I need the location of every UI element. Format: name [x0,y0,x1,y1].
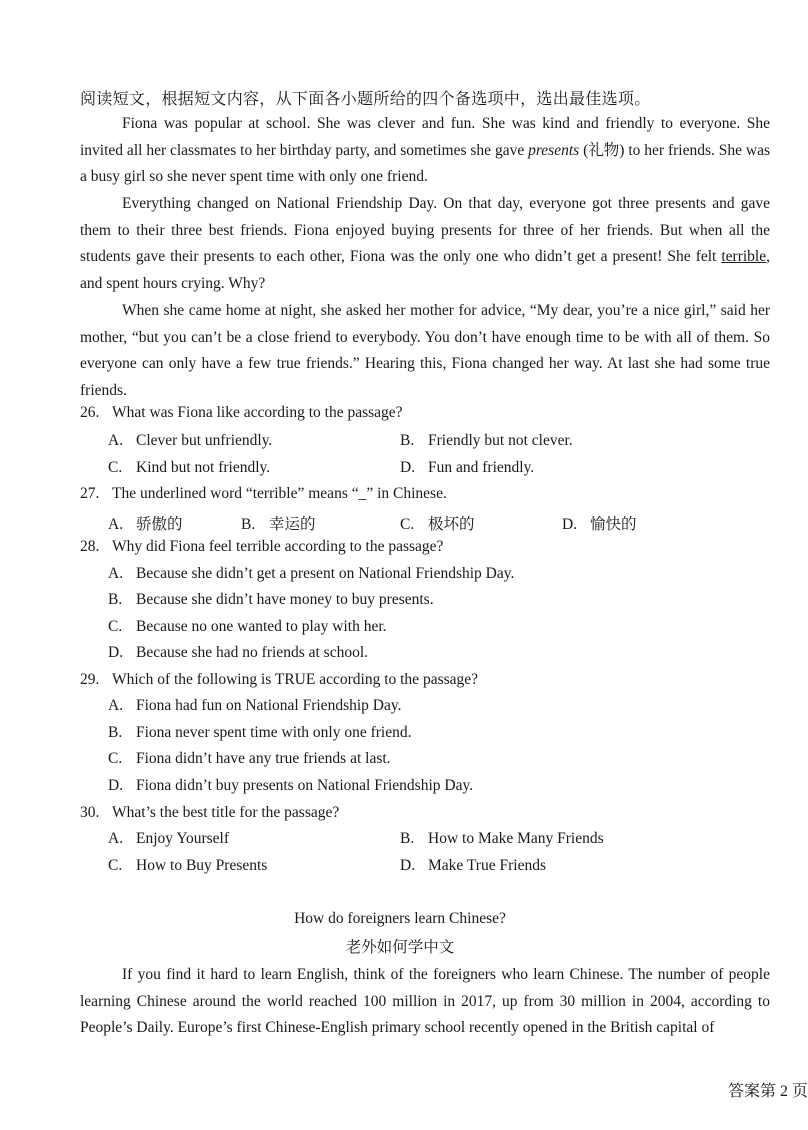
option-text: How to Make Many Friends [428,830,604,847]
option-letter: C. [108,618,123,635]
question-26 [80,404,403,422]
option-29-d[interactable] [108,777,473,795]
option-letter: A. [108,432,124,449]
question-text: Why did Fiona feel terrible according to the passage? [112,538,444,555]
option-text: 幸运的 [269,516,316,533]
passage1-p3-text: When she came home at night, she asked her mother for advice, “My dear, you’re a nice girl,” said her mother, “but you can’t be a close friend to everybody. You don’t have enough time to be with all of them. So everyone can only have a few true friends.” Hearing this, Fiona changed her way. At last she had some true friends. [80,302,770,399]
option-27-b[interactable] [241,512,316,534]
option-text: Friendly but not clever. [428,432,573,449]
option-letter: A. [108,697,124,714]
option-letter: C. [108,750,123,767]
passage2-title-zh: 老外如何学中文 [345,939,455,956]
option-letter: D. [108,777,124,794]
question-number: 28. [80,538,100,555]
passage1-p1-text-a: Fiona was popular at school. She was clever and fun. She was kind and friendly to everyone. She invited all her classmates to her birthday party, and sometimes she gave [80,115,770,159]
option-27-a[interactable] [108,512,183,534]
passage2-paragraph1 [80,962,770,1042]
question-text: The underlined word “terrible” means “_” in Chinese. [112,485,447,502]
option-30-b[interactable] [400,830,604,848]
option-26-a[interactable] [108,432,272,450]
option-text: Fun and friendly. [428,459,535,476]
option-28-a[interactable] [108,565,514,583]
option-letter: D. [400,857,416,874]
underlined-word-terrible: terrible [721,248,767,265]
option-text: Kind but not friendly. [136,459,271,476]
option-letter: B. [241,516,256,533]
option-text: Fiona didn’t have any true friends at last. [136,750,391,767]
option-text: Because no one wanted to play with her. [136,618,387,635]
question-number: 27. [80,485,100,502]
option-30-c[interactable] [108,857,267,875]
option-text: Fiona never spent time with only one friend. [136,724,412,741]
question-text: What’s the best title for the passage? [112,804,340,821]
option-text: 极坏的 [428,516,475,533]
option-text: Make True Friends [428,857,546,874]
option-letter: B. [108,591,123,608]
option-letter: B. [400,432,415,449]
option-29-c[interactable] [108,750,391,768]
passage1-p1-text-b: (礼物) to her friends. She was a busy girl so she never spent time with only one friend. [80,141,770,185]
option-27-d[interactable] [562,512,637,534]
option-28-c[interactable] [108,618,387,636]
option-letter: A. [108,516,124,533]
option-letter: B. [400,830,415,847]
option-28-d[interactable] [108,644,368,662]
option-27-c[interactable] [400,512,475,534]
option-letter: D. [400,459,416,476]
option-text: Because she didn’t have money to buy presents. [136,591,434,608]
passage1-paragraph2 [80,191,770,297]
question-number: 29. [80,671,100,688]
option-letter: B. [108,724,123,741]
option-text: Fiona didn’t buy presents on National Friendship Day. [136,777,474,794]
option-26-d[interactable] [400,459,534,477]
option-letter: A. [108,830,124,847]
option-text: How to Buy Presents [136,857,268,874]
option-text: Enjoy Yourself [136,830,230,847]
option-text: Fiona had fun on National Friendship Day. [136,697,402,714]
question-30 [80,804,339,822]
option-text: Because she didn’t get a present on National Friendship Day. [136,565,515,582]
option-text: Because she had no friends at school. [136,644,369,661]
passage1-p2-text-b: , and spent hours crying. Why? [80,248,770,292]
page-footer: 答案第 2 页 [728,1083,808,1100]
passage1-paragraph3 [80,298,770,404]
passage1-p2-text-a: Everything changed on National Friendship Day. On that day, everyone got three presents and gave them to their three best friends. Fiona enjoyed buying presents for three of her friends. But when all the students gave their presents to each other, Fiona was the only one who didn’t get a present! She felt [80,195,770,265]
option-text: Clever but unfriendly. [136,432,273,449]
passage2-p1-text: If you find it hard to learn English, think of the foreigners who learn Chinese. The number of people learning Chinese around the world reached 100 million in 2017, up from 30 million in 2004, according to People’s Daily. Europe’s first Chinese-English primary school recently opened in the British capital of [80,966,770,1036]
option-letter: D. [562,516,578,533]
question-text: Which of the following is TRUE according to the passage? [112,671,479,688]
option-29-b[interactable] [108,724,412,742]
option-letter: D. [108,644,124,661]
question-29 [80,671,478,689]
passage1-paragraph1 [80,111,770,191]
option-text: 骄傲的 [136,516,183,533]
question-27 [80,485,447,503]
option-28-b[interactable] [108,591,434,609]
question-number: 26. [80,404,100,421]
option-text: 愉快的 [590,516,637,533]
option-30-a[interactable] [108,830,229,848]
reading-instruction: 阅读短文，根据短文内容，从下面各小题所给的四个备选项中，选出最佳选项。 [80,91,651,108]
question-28 [80,538,443,556]
option-letter: C. [400,516,415,533]
option-letter: C. [108,459,123,476]
option-30-d[interactable] [400,857,546,875]
option-29-a[interactable] [108,697,401,715]
option-26-c[interactable] [108,459,270,477]
option-letter: A. [108,565,124,582]
question-number: 30. [80,804,100,821]
option-26-b[interactable] [400,432,573,450]
question-text: What was Fiona like according to the passage? [112,404,403,421]
passage1-p1-italic-word: presents [528,141,580,159]
option-letter: C. [108,857,123,874]
passage2-title-en: How do foreigners learn Chinese? [294,910,506,927]
